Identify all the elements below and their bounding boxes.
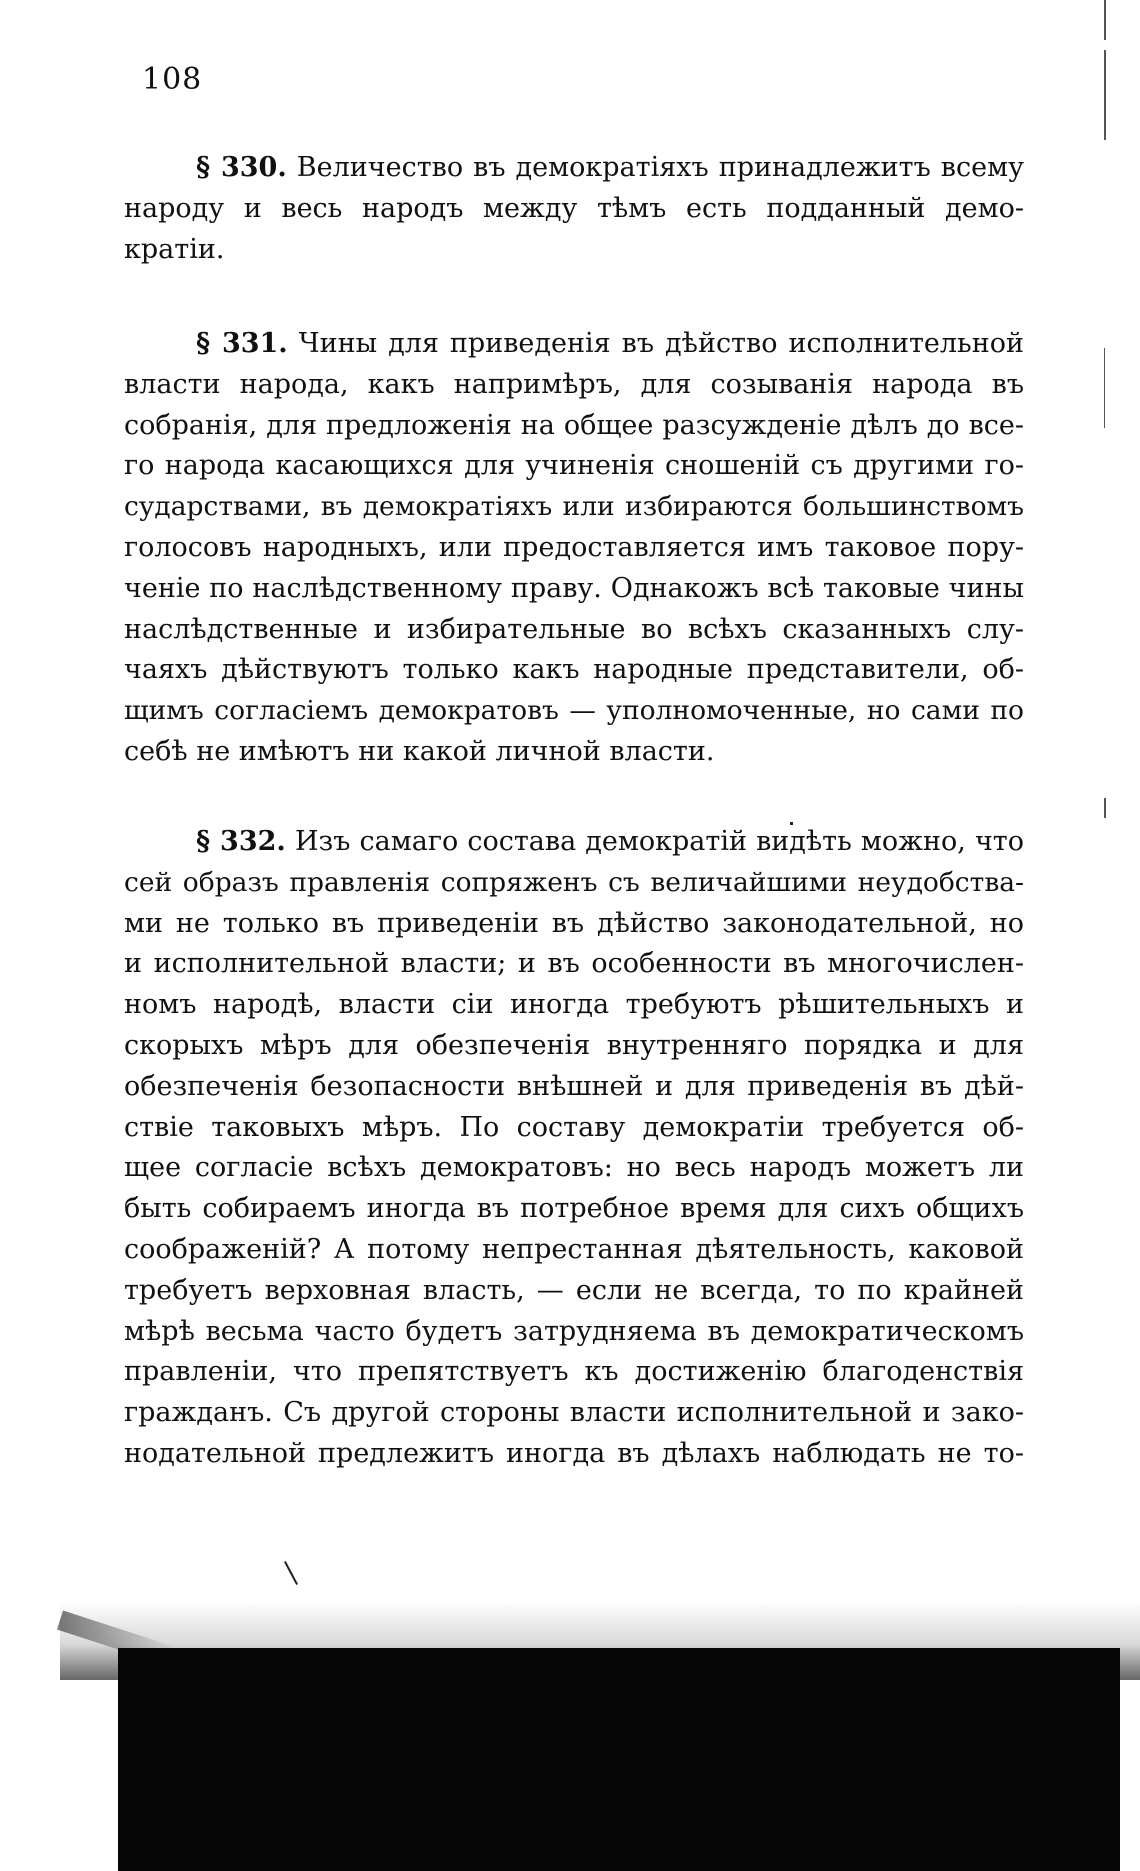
paragraph-line: [124, 148, 1024, 189]
paragraph-line: быть собираемъ иногда въ потребное время для сихъ общихъ: [124, 1193, 1024, 1225]
scan-edge-mark: [1104, 348, 1105, 428]
paragraph-332: [124, 822, 1024, 1475]
scan-speck: [790, 822, 793, 825]
scan-edge-mark: [1104, 50, 1106, 140]
paragraph-line: нодательной предлежитъ иногда въ дѣлахъ наблюдать не то-: [124, 1437, 1024, 1469]
paragraph-line: ченiе по наслѣдственному праву. Однакожъ всѣ таковые чины: [124, 572, 1024, 604]
scan-speck: [284, 1561, 298, 1585]
line-text: Изъ самаго состава демократiй видѣть можно, что: [294, 826, 1024, 857]
line-text: Чины для приведенiя въ дѣйство исполнительной: [298, 328, 1024, 359]
paragraph-line: сей образъ правленiя сопряженъ съ величайшими неудобства-: [124, 866, 1024, 898]
paragraph-line: голосовъ народныхъ, или предоставляется имъ таковое пору-: [124, 531, 1024, 563]
paragraph-line: собранiя, для предложенiя на общее разсужденiе дѣлъ до все-: [124, 409, 1024, 441]
paragraph-line: ми не только въ приведенiи въ дѣйство законодательной, но: [124, 907, 1024, 939]
paragraph-line: сударствами, въ демократiяхъ или избираются большинствомъ: [124, 491, 1024, 523]
paragraph-line: чаяхъ дѣйствуютъ только какъ народные представители, об-: [124, 654, 1024, 686]
section-mark: § 331.: [196, 328, 288, 359]
paragraph-line: [124, 822, 1024, 863]
paragraph-line: щимъ согласiемъ демократовъ — уполномоченные, но сами по: [124, 695, 1024, 727]
line-text: Величество въ демократiяхъ принадлежитъ всему: [296, 152, 1024, 183]
paragraph-line: соображенiй? А потому непрестанная дѣятельность, каковой: [124, 1233, 1024, 1265]
paragraph-line: ствiе таковыхъ мѣръ. По составу демократiи требуется об-: [124, 1111, 1024, 1143]
paragraph-line: обезпеченiя безопасности внѣшней и для приведенiя въ дѣй-: [124, 1070, 1024, 1102]
paragraph-line: щее согласiе всѣхъ демократовъ: но весь народъ можетъ ли: [124, 1152, 1024, 1184]
scan-edge-mark: [1104, 0, 1106, 40]
paragraph-line: требуетъ верховная власть, — если не всегда, то по крайней: [124, 1274, 1024, 1306]
section-mark: § 330.: [196, 152, 287, 183]
paragraph-line: и исполнительной власти; и въ особенности въ многочислен-: [124, 948, 1024, 980]
paragraph-line: власти народа, какъ напримѣръ, для созыванiя народа въ: [124, 368, 1024, 400]
paragraph-line: скорыхъ мѣръ для обезпеченiя внутренняго порядка и для: [124, 1029, 1024, 1061]
page-number: 108: [142, 62, 203, 97]
paragraph-line: мѣрѣ весьма часто будетъ затрудняема въ демократическомъ: [124, 1315, 1024, 1347]
scan-edge-mark: [1104, 798, 1106, 818]
paragraph-line: номъ народѣ, власти сiи иногда требуютъ рѣшительныхъ и: [124, 989, 1024, 1021]
paragraph-line: себѣ не имѣютъ ни какой личной власти.: [124, 735, 715, 767]
paragraph-line: [124, 324, 1024, 365]
paragraph-line: кратiи.: [124, 233, 225, 265]
paragraph-line: го народа касающихся для учиненiя сношенiй съ другими го-: [124, 450, 1024, 482]
paragraph-line: правленiи, что препятствуетъ къ достиженiю благоденствiя: [124, 1356, 1024, 1388]
section-mark: § 332.: [196, 826, 286, 857]
paragraph-line: гражданъ. Съ другой стороны власти исполнительной и зако-: [124, 1397, 1024, 1429]
paragraph-line: народу и весь народъ между тѣмъ есть подданный демо-: [124, 192, 1024, 224]
scan-bottom-shadow: [118, 1648, 1120, 1871]
paragraph-line: наслѣдственные и избирательные во всѣхъ сказанныхъ слу-: [124, 613, 1024, 645]
paragraph-330: [124, 148, 1024, 270]
paragraph-331: [124, 324, 1024, 773]
